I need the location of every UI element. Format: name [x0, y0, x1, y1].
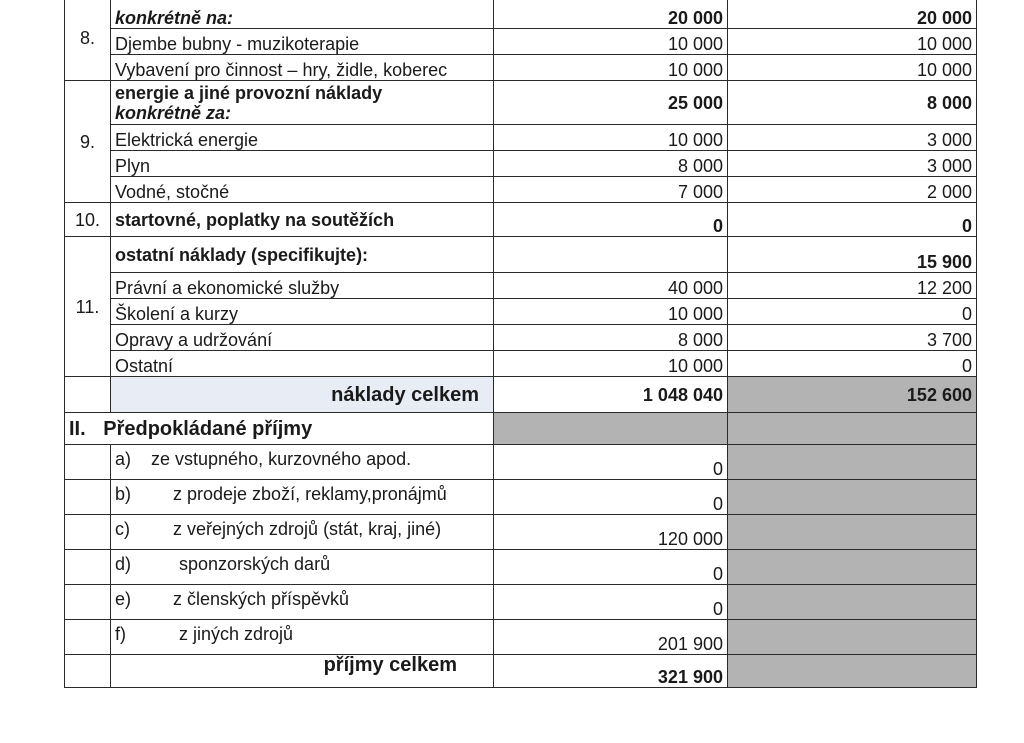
costs-total-row: [65, 377, 977, 413]
income-item-mark: a): [115, 449, 132, 469]
section11-total-b: 15 900: [728, 237, 977, 273]
section9-header-row: [65, 81, 977, 125]
income-item-value: 0: [494, 550, 728, 585]
income-item-label: z prodeje zboží, reklamy,pronájmů: [173, 484, 447, 504]
income-item-mark: e): [115, 589, 132, 609]
income-item-index-cell: [65, 620, 111, 655]
section10-index: 10.: [65, 203, 111, 237]
income-total-row: [65, 655, 977, 688]
section11-item-label: Právní a ekonomické služby: [111, 273, 494, 299]
income-item: [111, 515, 494, 550]
income-item-row: [65, 515, 977, 550]
section8-total-a: 20 000: [494, 0, 728, 29]
section11-item-a: 10 000: [494, 351, 728, 377]
income-item-label: sponzorských darů: [179, 554, 331, 574]
section11-item-a: 40 000: [494, 273, 728, 299]
section11-item-row: [65, 325, 977, 351]
section8-item-row: [65, 29, 977, 55]
income-header-shade-b: [728, 413, 977, 445]
section9-item-row: [65, 177, 977, 203]
income-item-index-cell: [65, 585, 111, 620]
income-item-index-cell: [65, 445, 111, 480]
section11-item-row: [65, 351, 977, 377]
income-item: [111, 445, 494, 480]
section11-item-label: Opravy a udržování: [111, 325, 494, 351]
income-item: [111, 550, 494, 585]
income-item-value: 0: [494, 585, 728, 620]
section9-item-label: Plyn: [111, 151, 494, 177]
income-total-label: příjmy celkem: [111, 655, 494, 688]
section10-b: 0: [728, 203, 977, 237]
income-item-shade: [728, 550, 977, 585]
budget-table: [64, 0, 977, 688]
income-item-row: [65, 585, 977, 620]
section8-index: 8.: [65, 0, 111, 81]
section8-item-b: 10 000: [728, 29, 977, 55]
section9-header-line1: energie a jiné provozní náklady: [115, 82, 383, 103]
section9-item-b: 3 000: [728, 125, 977, 151]
section11-item-row: [65, 273, 977, 299]
section9-item-label: Vodné, stočné: [111, 177, 494, 203]
income-item-label: z členských příspěvků: [173, 589, 350, 609]
income-item-index-cell: [65, 515, 111, 550]
income-title: Předpokládané příjmy: [103, 417, 313, 440]
income-total-shade: [728, 655, 977, 688]
income-item-shade: [728, 585, 977, 620]
section8-item-a: 10 000: [494, 29, 728, 55]
section8-header: [111, 0, 494, 29]
costs-total-index-cell: [65, 377, 111, 413]
section11-item-b: 3 700: [728, 325, 977, 351]
income-header-row: [65, 413, 977, 445]
income-item-label: z jiných zdrojů: [179, 624, 294, 644]
income-item-value: 201 900: [494, 620, 728, 655]
income-item-value: 0: [494, 445, 728, 480]
section8-item-label: Vybavení pro činnost – hry, židle, koberec: [111, 55, 494, 81]
section9-total-b: 8 000: [728, 81, 977, 125]
section9-item-a: 7 000: [494, 177, 728, 203]
section9-header: [111, 81, 494, 125]
income-item-shade: [728, 480, 977, 515]
section11-item-label: Ostatní: [111, 351, 494, 377]
income-item-label: ze vstupného, kurzovného apod.: [151, 449, 412, 469]
income-item: [111, 585, 494, 620]
section11-item-b: 0: [728, 299, 977, 325]
income-item-mark: b): [115, 484, 132, 504]
section9-item-row: [65, 125, 977, 151]
section9-item-b: 3 000: [728, 151, 977, 177]
income-item-mark: f): [115, 624, 126, 644]
section11-header: ostatní náklady (specifikujte):: [111, 237, 494, 273]
income-item-row: [65, 480, 977, 515]
costs-total-b: 152 600: [728, 377, 977, 413]
section11-total-a: [494, 237, 728, 273]
income-item: [111, 620, 494, 655]
section11-item-a: 8 000: [494, 325, 728, 351]
income-item-row: [65, 445, 977, 480]
section8-total-b: 20 000: [728, 0, 977, 29]
section9-total-a: 25 000: [494, 81, 728, 125]
section11-item-b: 0: [728, 351, 977, 377]
section9-item-row: [65, 151, 977, 177]
income-item-row: [65, 550, 977, 585]
section8-header-row: [65, 0, 977, 29]
income-item-shade: [728, 445, 977, 480]
section11-index: 11.: [65, 237, 111, 377]
section8-item-a: 10 000: [494, 55, 728, 81]
budget-table-wrapper: [64, 0, 976, 688]
income-item-value: 120 000: [494, 515, 728, 550]
section9-item-a: 8 000: [494, 151, 728, 177]
income-item-shade: [728, 620, 977, 655]
income-item-index-cell: [65, 550, 111, 585]
section9-item-b: 2 000: [728, 177, 977, 203]
income-roman: II.: [69, 417, 86, 440]
section10-row: [65, 203, 977, 237]
income-item-value: 0: [494, 480, 728, 515]
income-item-label: z veřejných zdrojů (stát, kraj, jiné): [173, 519, 442, 539]
income-header-shade-a: [494, 413, 728, 445]
section8-item-row: [65, 55, 977, 81]
costs-total-a: 1 048 040: [494, 377, 728, 413]
income-total-value: 321 900: [494, 655, 728, 688]
section9-item-label: Elektrická energie: [111, 125, 494, 151]
section11-item-label: Školení a kurzy: [111, 299, 494, 325]
income-total-index-cell: [65, 655, 111, 688]
section8-item-label: Djembe bubny - muzikoterapie: [111, 29, 494, 55]
income-item-shade: [728, 515, 977, 550]
section9-item-a: 10 000: [494, 125, 728, 151]
section9-index: 9.: [65, 81, 111, 203]
section8-header-line2: konkrétně na:: [115, 8, 234, 28]
costs-total-label: náklady celkem: [111, 377, 494, 413]
section9-header-line2: konkrétně za:: [115, 102, 232, 123]
section11-header-row: [65, 237, 977, 273]
section10-label: startovné, poplatky na soutěžích: [111, 203, 494, 237]
income-item-mark: c): [115, 519, 130, 539]
income-item: [111, 480, 494, 515]
income-item-mark: d): [115, 554, 132, 574]
section10-a: 0: [494, 203, 728, 237]
section11-item-a: 10 000: [494, 299, 728, 325]
section11-item-row: [65, 299, 977, 325]
section8-item-b: 10 000: [728, 55, 977, 81]
section11-item-b: 12 200: [728, 273, 977, 299]
income-item-index-cell: [65, 480, 111, 515]
income-item-row: [65, 620, 977, 655]
income-header: [65, 413, 494, 445]
